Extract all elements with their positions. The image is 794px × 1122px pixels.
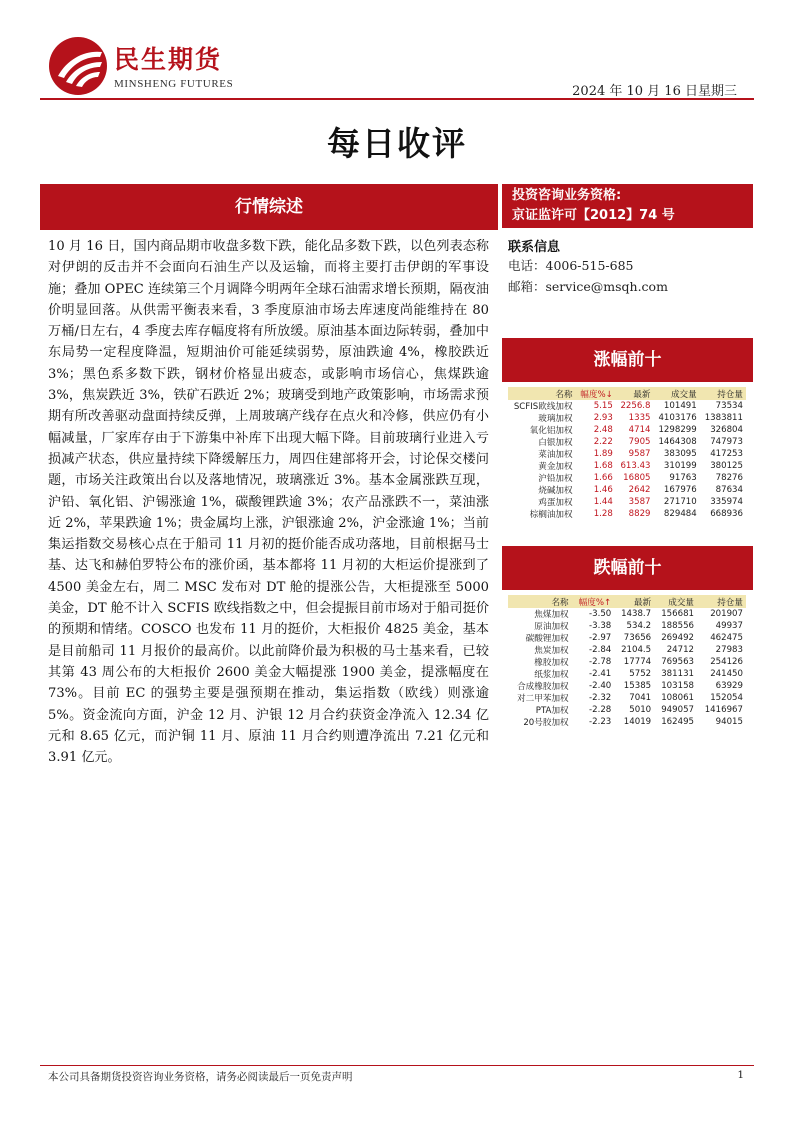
minsheng-futures-logo-icon xyxy=(48,36,108,96)
cell-open-interest: 380125 xyxy=(710,461,743,471)
cell-change: 1.46 xyxy=(593,485,613,495)
page-number: 1 xyxy=(737,1069,744,1081)
cell-open-interest: 78276 xyxy=(715,473,743,483)
cell-name: 原油加权 xyxy=(534,622,569,632)
cell-open-interest: 73534 xyxy=(715,401,743,411)
table-row xyxy=(508,716,746,728)
report-date: 2024 年 10 月 16 日星期三 xyxy=(572,84,737,99)
cell-open-interest: 335974 xyxy=(710,497,743,507)
cell-volume: 383095 xyxy=(663,449,697,459)
cell-change: 2.48 xyxy=(593,425,613,435)
cell-latest: 534.2 xyxy=(626,621,652,631)
market-overview-body: 10 月 16 日，国内商品期市收盘多数下跌，能化品多数下跌，以色列表态称对伊朗的反击并不会面向石油生产以及运输，而将主要打击伊朗的军事设施；叠加 OPEC 连续第三个月调降今明两年全球石油需求增长预期，隔夜油价明显回落。从供需平衡表来看，3 季度原油市场去库速度尚能维持在 80 万桶/日左右，4 季度去库存幅度将有所放缓。原油基本面边际转弱，叠加中东局势一定程度降温，短期油价可能延续弱势，原油跌逾 4%，橡胶跌近 3%；黑色系多数下跌，钢材价格显出疲态，或影响市场信心，焦煤跌逾 3%，焦炭跌近 3%，铁矿石跌近 2%；玻璃受到地产政策影响，市场需求预期有所改善驱动盘面持续反弹，上周玻璃产线存在点火和冷修，供应仍有小幅减量，厂家库存由于下游集中补库下出现大幅下降。目前玻璃行业进入亏损减产状态，供应量持续下降缓解压力，周四住建部将开会，讨论保交楼问题，市场关注政策出台以及落地情况，玻璃涨近 3%。基本金属涨跌互现，沪铅、氧化铝、沪锡涨逾 1%，碳酸锂跌逾 3%；农产品涨跌不一，菜油涨近 2%，苹果跌逾 1%；贵金属均上涨，沪银涨逾 2%，沪金涨逾 1%；当前集运指数交易核心点在于船司 11 月初的挺价能否成功落地，目前根据马士基、达飞和赫伯罗特公布的涨价函，基本都将 11 月初的大柜运价提涨到了 4500 美金左右，周二 MSC 发布对 DT 舱的提涨公告，大柜提涨至 5000 美金，DT 舱不计入 SCFIS 欧线指数之中，但会提振目前市场对于船司挺价的预期和情绪。COSCO 也发布 11 月的挺价，大柜报价 4825 美金，基本是目前船司 11 月报价的最高价。以此前降价最为积极的马士基来看，已较其第 43 周公布的大柜报价 2600 美金大幅提涨 1900 美金，提涨幅度在 73%。目前 EC 的强势主要是强预期在推动，集运指数（欧线）则涨逾 5%。资金流向方面，沪金 12 月、沪银 12 月合约获资金净流入 12.34 亿元和 8.65 亿元，而沪铜 11 月、原油 11 月合约则遭净流出 7.21 亿元和 3.91 亿元。 xyxy=(48,239,489,766)
table-row xyxy=(508,692,746,704)
cell-latest: 3587 xyxy=(628,497,651,507)
footer-disclaimer: 本公司具备期货投资咨询业务资格，请务必阅读最后一页免责声明 xyxy=(48,1071,353,1083)
cell-name: 烧碱加权 xyxy=(538,486,573,496)
column-header-name: 名称 xyxy=(508,387,576,400)
cell-change: -3.38 xyxy=(589,621,612,631)
cell-open-interest: 49937 xyxy=(715,621,743,631)
page-title: 每日收评 xyxy=(327,124,467,163)
cell-volume: 381131 xyxy=(661,669,695,679)
cell-volume: 949057 xyxy=(661,705,695,715)
market-overview-heading: 行情综述 xyxy=(40,184,498,230)
cell-latest: 9587 xyxy=(628,449,651,459)
table-row xyxy=(508,400,746,412)
cell-change: -2.32 xyxy=(589,693,612,703)
table-row xyxy=(508,496,746,508)
column-header-open-interest: 持仓量 xyxy=(697,595,746,608)
cell-change: -2.41 xyxy=(589,669,612,679)
table-row xyxy=(508,424,746,436)
table-row xyxy=(508,620,746,632)
cell-change: -2.78 xyxy=(589,657,612,667)
table-header-row xyxy=(508,387,746,400)
cell-latest: 4714 xyxy=(628,425,651,435)
cell-change: -3.50 xyxy=(589,609,612,619)
table-row xyxy=(508,448,746,460)
cell-change: 5.15 xyxy=(593,401,613,411)
cell-change: -2.28 xyxy=(589,705,612,715)
cell-change: 1.89 xyxy=(593,449,613,459)
cell-change: -2.97 xyxy=(589,633,612,643)
table-header-row xyxy=(508,595,746,608)
cell-change: 2.93 xyxy=(593,413,613,423)
top-losers-table xyxy=(508,595,746,728)
cell-change: 2.22 xyxy=(593,437,613,447)
column-header-change: 幅度%↓ xyxy=(576,387,616,400)
table-row xyxy=(508,704,746,716)
cell-volume: 167976 xyxy=(663,485,697,495)
cell-change: 1.66 xyxy=(593,473,613,483)
table-row xyxy=(508,668,746,680)
qualification-box xyxy=(502,184,753,228)
cell-volume: 4103176 xyxy=(658,413,697,423)
cell-name: SCFIS欧线加权 xyxy=(513,402,573,412)
cell-name: 菜油加权 xyxy=(538,450,573,460)
cell-volume: 24712 xyxy=(666,645,695,655)
cell-change: 1.68 xyxy=(593,461,613,471)
cell-change: 1.44 xyxy=(593,497,613,507)
table-row xyxy=(508,656,746,668)
cell-open-interest: 63929 xyxy=(715,681,743,691)
contact-title: 联系信息 xyxy=(508,240,561,255)
table-row xyxy=(508,632,746,644)
table-row xyxy=(508,460,746,472)
cell-open-interest: 668936 xyxy=(710,509,743,519)
cell-open-interest: 462475 xyxy=(710,633,743,643)
brand-name-cn: 民生期货 xyxy=(114,45,223,74)
cell-name: 鸡蛋加权 xyxy=(538,498,573,508)
cell-open-interest: 326804 xyxy=(710,425,743,435)
cell-volume: 271710 xyxy=(663,497,697,507)
cell-name: 对二甲苯加权 xyxy=(517,694,569,704)
cell-latest: 613.43 xyxy=(620,461,651,471)
cell-open-interest: 1383811 xyxy=(704,413,743,423)
cell-latest: 14019 xyxy=(623,717,652,727)
cell-latest: 16805 xyxy=(623,473,651,483)
cell-name: 橡胶加权 xyxy=(534,658,569,668)
cell-open-interest: 152054 xyxy=(710,693,743,703)
column-header-open-interest: 持仓量 xyxy=(700,387,746,400)
table-row xyxy=(508,472,746,484)
cell-name: 棕榈油加权 xyxy=(529,510,573,520)
contact-email: 邮箱：service@msqh.com xyxy=(508,279,668,294)
cell-volume: 103158 xyxy=(661,681,695,691)
cell-latest: 17774 xyxy=(623,657,652,667)
header-divider xyxy=(40,98,754,100)
cell-open-interest: 87634 xyxy=(715,485,743,495)
cell-open-interest: 1416967 xyxy=(704,705,743,715)
cell-volume: 108061 xyxy=(661,693,695,703)
cell-change: -2.40 xyxy=(589,681,612,691)
table-row xyxy=(508,608,746,620)
table-row xyxy=(508,484,746,496)
cell-open-interest: 201907 xyxy=(710,609,743,619)
column-header-volume: 成交量 xyxy=(654,595,697,608)
cell-open-interest: 747973 xyxy=(710,437,743,447)
table-row xyxy=(508,508,746,520)
cell-name: 焦炭加权 xyxy=(534,646,569,656)
cell-open-interest: 27983 xyxy=(715,645,743,655)
qualification-line-2: 京证监许可【2012】74 号 xyxy=(512,208,675,223)
cell-name: 白银加权 xyxy=(538,438,573,448)
table-row xyxy=(508,412,746,424)
column-header-latest: 最新 xyxy=(614,595,654,608)
cell-name: 碳酸锂加权 xyxy=(525,634,569,644)
cell-name: 沪铅加权 xyxy=(538,474,573,484)
cell-latest: 2256.8 xyxy=(620,401,651,411)
table-row xyxy=(508,436,746,448)
cell-open-interest: 241450 xyxy=(710,669,743,679)
column-header-latest: 最新 xyxy=(616,387,654,400)
cell-name: 黄金加权 xyxy=(538,462,573,472)
cell-latest: 1335 xyxy=(628,413,651,423)
top-gainers-table xyxy=(508,387,746,520)
brand-name-en: MINSHENG FUTURES xyxy=(114,78,234,90)
cell-latest: 2642 xyxy=(628,485,651,495)
cell-volume: 156681 xyxy=(661,609,695,619)
cell-volume: 269492 xyxy=(661,633,695,643)
top-gainers-heading: 涨幅前十 xyxy=(502,338,753,382)
top-losers-heading: 跌幅前十 xyxy=(502,546,753,590)
cell-name: 20号胶加权 xyxy=(523,718,569,728)
cell-volume: 188556 xyxy=(661,621,695,631)
table-row xyxy=(508,680,746,692)
footer-divider xyxy=(40,1065,754,1066)
cell-latest: 7905 xyxy=(628,437,651,447)
cell-name: 纸浆加权 xyxy=(534,670,569,680)
cell-name: 玻璃加权 xyxy=(538,414,573,424)
cell-latest: 15385 xyxy=(623,681,652,691)
cell-name: PTA加权 xyxy=(535,706,569,716)
cell-volume: 769563 xyxy=(661,657,695,667)
cell-volume: 829484 xyxy=(663,509,697,519)
cell-latest: 5010 xyxy=(629,705,652,715)
cell-latest: 1438.7 xyxy=(621,609,652,619)
cell-latest: 2104.5 xyxy=(621,645,652,655)
cell-latest: 5752 xyxy=(629,669,652,679)
cell-open-interest: 417253 xyxy=(710,449,743,459)
table-row xyxy=(508,644,746,656)
column-header-name: 名称 xyxy=(508,595,572,608)
cell-latest: 8829 xyxy=(628,509,651,519)
cell-name: 氧化铝加权 xyxy=(529,426,573,436)
cell-volume: 91763 xyxy=(669,473,697,483)
cell-volume: 162495 xyxy=(661,717,695,727)
cell-change: -2.23 xyxy=(589,717,612,727)
column-header-volume: 成交量 xyxy=(654,387,700,400)
cell-change: -2.84 xyxy=(589,645,612,655)
cell-volume: 101491 xyxy=(663,401,697,411)
cell-latest: 7041 xyxy=(629,693,652,703)
cell-volume: 1464308 xyxy=(658,437,697,447)
cell-open-interest: 254126 xyxy=(710,657,743,667)
cell-name: 焦煤加权 xyxy=(534,610,569,620)
cell-name: 合成橡胶加权 xyxy=(517,682,569,692)
cell-volume: 310199 xyxy=(663,461,697,471)
cell-volume: 1298299 xyxy=(658,425,697,435)
contact-phone: 电话：4006-515-685 xyxy=(508,258,634,273)
column-header-change: 幅度%↑ xyxy=(572,595,615,608)
cell-change: 1.28 xyxy=(593,509,613,519)
cell-latest: 73656 xyxy=(623,633,652,643)
cell-open-interest: 94015 xyxy=(715,717,743,727)
qualification-line-1: 投资咨询业务资格: xyxy=(512,188,622,203)
